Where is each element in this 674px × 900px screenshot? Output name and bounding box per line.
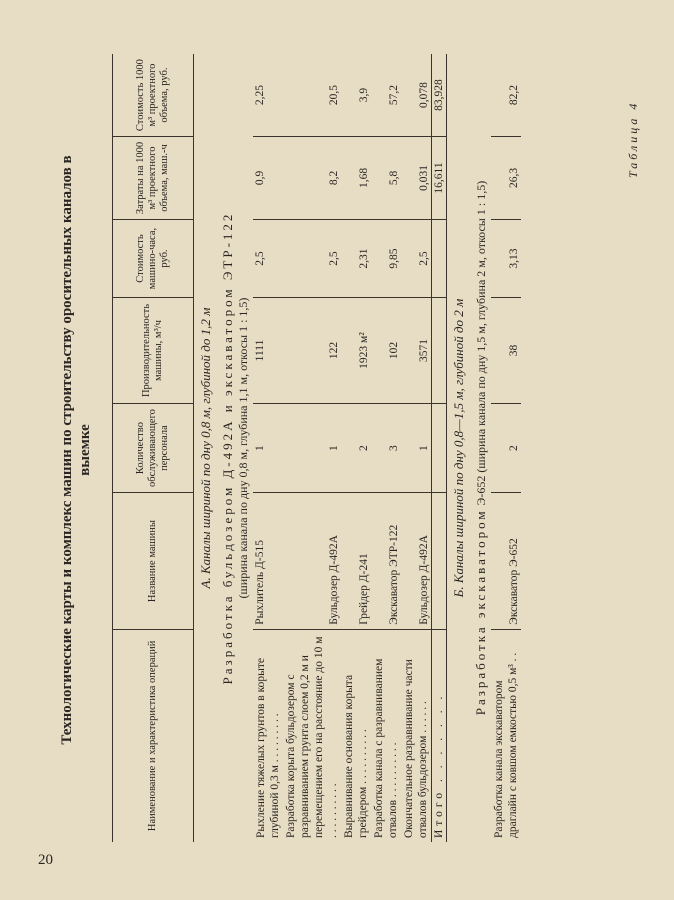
total-cost: 83,928: [432, 54, 447, 137]
section-b-subtitle: Разработка экскаватором: [473, 508, 488, 716]
operation-cell: Разработка канала экскаватором драглайн с ковшом емкостью 0,5 м³ . .: [493, 652, 519, 838]
machine-cell: Бульдозер Д-492А: [283, 493, 341, 629]
cost-cell: 3,9: [341, 54, 371, 137]
operation-cell: Окончательное разравнивание части отвалов бульдозером . . . . . .: [403, 659, 429, 838]
productivity-cell: 1111: [253, 298, 283, 403]
table-row: [491, 54, 521, 842]
page-number: 20: [38, 852, 53, 868]
cost-cell: 82,2: [491, 54, 521, 137]
productivity-cell: 3571: [401, 298, 432, 403]
staff-cell: 2: [491, 403, 521, 493]
cost-hour-cell: 2,5: [253, 219, 283, 297]
section-a-subtitle-row: [216, 54, 253, 842]
productivity-cell: 38: [491, 298, 521, 403]
cost-hour-cell: 3,13: [491, 219, 521, 297]
productivity-cell: 1923 м²: [341, 298, 371, 403]
table-row: [401, 54, 432, 842]
section-a-note: (ширина канала по дну 0,8 м, глубина 1,1 м, откосы 1 : 1,5): [236, 297, 250, 599]
staff-cell: 1: [253, 403, 283, 493]
table-row: [341, 54, 371, 842]
table-row: [253, 54, 283, 842]
header-operations: Наименование и характеристика операций: [113, 629, 194, 842]
header-productivity: Производительность машины, м³/ч: [113, 298, 194, 403]
header-staff: Количество обслуживающего персонала: [113, 403, 194, 493]
section-a-title: А. Каналы шириной по дну 0,8 м, глубиной до 1,2 м: [198, 307, 213, 589]
staff-cell: 1: [401, 403, 432, 493]
cost-cell: 20,5: [283, 54, 341, 137]
machine-cell: Экскаватор ЭТР-122: [371, 493, 401, 629]
cost-hour-cell: 2,31: [341, 219, 371, 297]
cost-hour-cell: 2,5: [401, 219, 432, 297]
machine-hours-cell: 26,3: [491, 137, 521, 220]
machine-cell: Экскаватор Э-652: [491, 493, 521, 629]
total-machine-hours: 16,611: [432, 137, 447, 220]
section-b-title-row: [447, 54, 470, 842]
cost-hour-cell: 2,5: [283, 219, 341, 297]
machine-cell: Бульдозер Д-492А: [401, 493, 432, 629]
cost-hour-cell: 9,85: [371, 219, 401, 297]
machine-cell: Рыхлитель Д-515: [253, 493, 283, 629]
section-b-title: Б. Каналы шириной по дну 0,8—1,5 м, глубиной до 2 м: [451, 298, 466, 598]
operation-cell: Рыхление тяжелых грунтов в корыте глубиной 0,3 м . . . . . . . . .: [255, 658, 281, 838]
operation-cell: Разработка корыта бульдозером с разравниванием грунта слоем 0,2 м и перемещением его на расстояние до 10 м . . . . . . . . . .: [285, 636, 339, 838]
staff-cell: 2: [341, 403, 371, 493]
cost-cell: 0,078: [401, 54, 432, 137]
section-a-subtitle: Разработка бульдозером Д-492А и экскаватором ЭТР-122: [220, 211, 235, 685]
machine-hours-cell: 5,8: [371, 137, 401, 220]
cost-cell: 2,25: [253, 54, 283, 137]
table-row: [371, 54, 401, 842]
header-machine: Название машины: [113, 493, 194, 629]
productivity-cell: 102: [371, 298, 401, 403]
productivity-cell: 122: [283, 298, 341, 403]
header-cost-hour: Стоимость машино-часа, руб.: [113, 219, 194, 297]
total-label: Итого . . . . . . .: [432, 629, 447, 842]
staff-cell: 3: [371, 403, 401, 493]
table-row: [283, 54, 341, 842]
section-b-note: Э-652 (ширина канала по дну 1,5 м, глубина 2 м, откосы 1 : 1,5): [474, 180, 488, 506]
section-a-title-row: [194, 54, 217, 842]
cost-cell: 57,2: [371, 54, 401, 137]
operation-cell: Выравнивание основания корыта грейдером . . . . . . . . . .: [343, 674, 369, 838]
section-b-subtitle-row: [469, 54, 491, 842]
table-title: Технологические карты и комплекс машин по строительству оросительных каналов в выемке: [59, 155, 93, 745]
staff-cell: 1: [283, 403, 341, 493]
machine-hours-cell: 0,031: [401, 137, 432, 220]
header-machine-hours: Затраты на 1000 м³ проектного объема, маш.-ч: [113, 137, 194, 220]
header-cost: Стоимость 1000 м³ проектного объема, руб.: [113, 54, 194, 137]
machine-hours-cell: 8,2: [283, 137, 341, 220]
machines-table: [112, 54, 521, 842]
total-row: [432, 54, 447, 842]
operation-cell: Разработка канала с разравниванием отвалов . . . . . . . . . .: [373, 658, 399, 838]
machine-hours-cell: 1,68: [341, 137, 371, 220]
header-row: [113, 54, 194, 842]
table-label: Таблица 4: [626, 100, 640, 178]
machine-hours-cell: 0,9: [253, 137, 283, 220]
machine-cell: Грейдер Д-241: [341, 493, 371, 629]
